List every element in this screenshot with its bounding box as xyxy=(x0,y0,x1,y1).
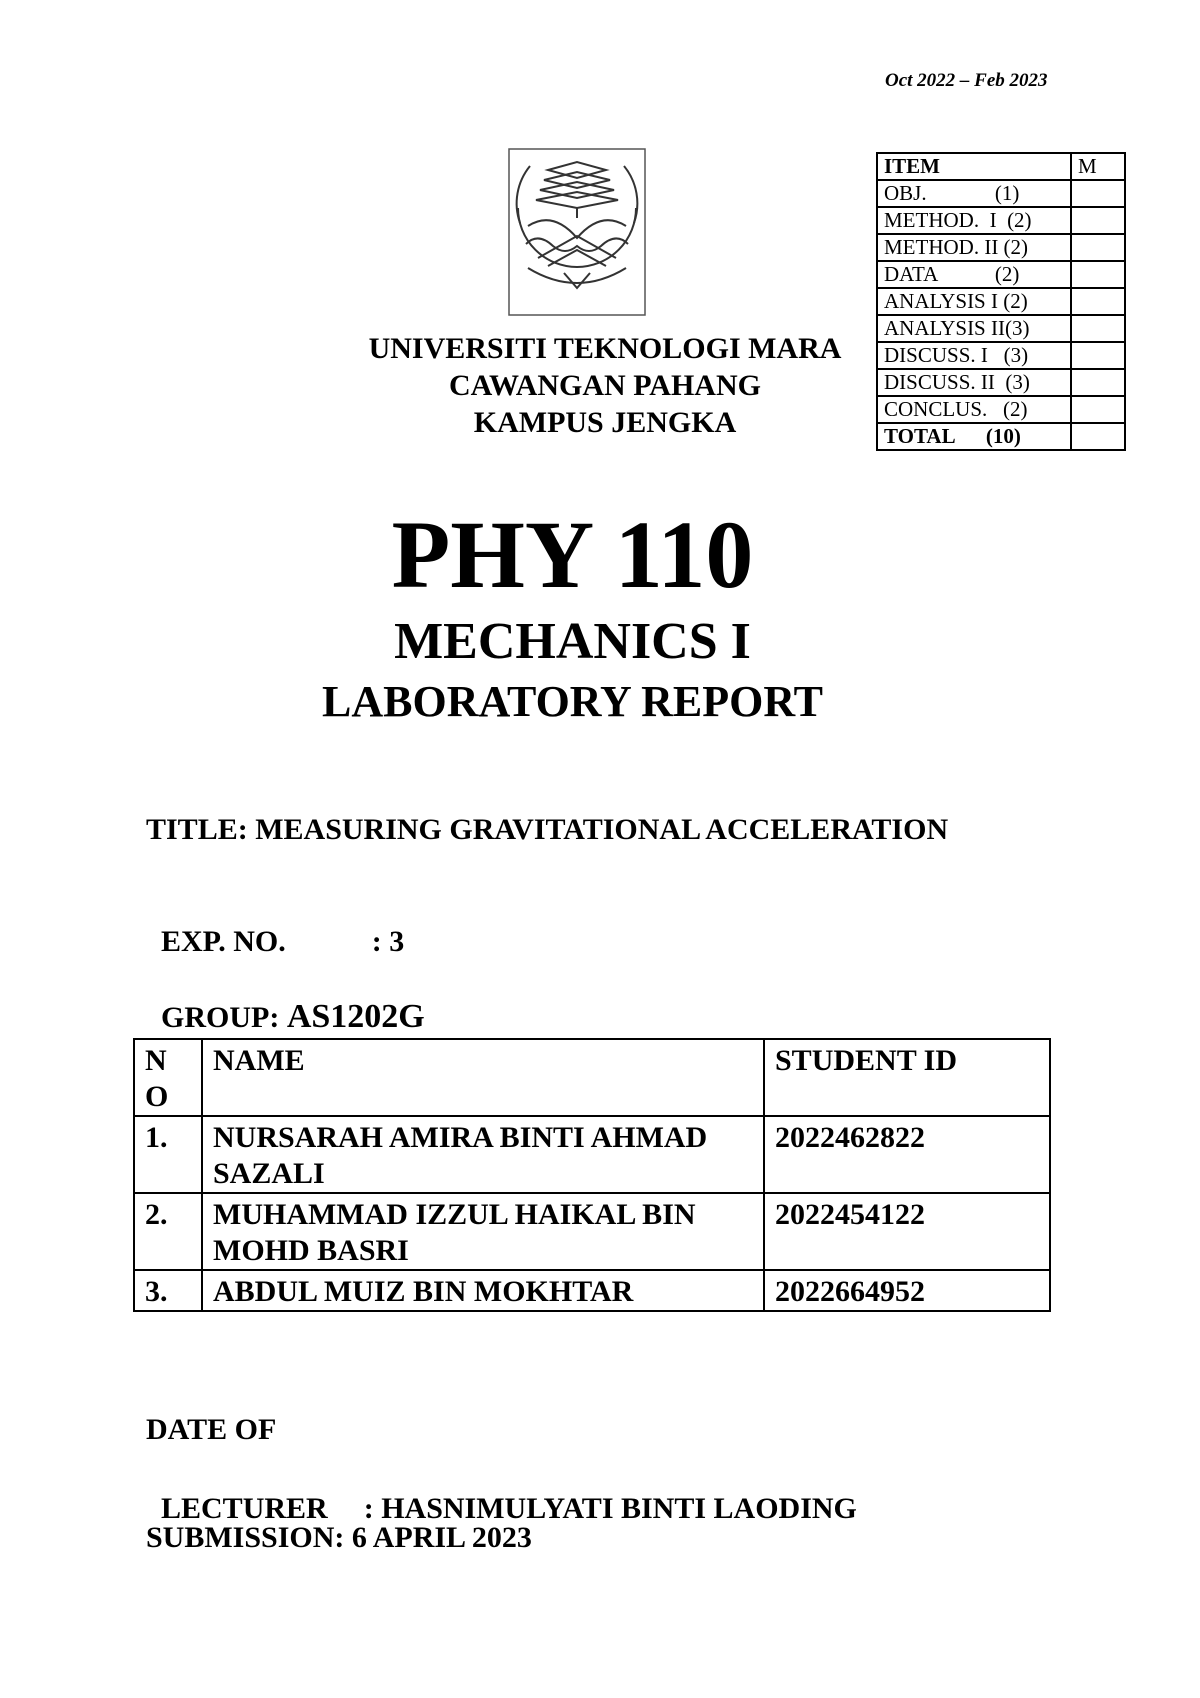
marks-item: METHOD. I (2) xyxy=(877,207,1071,234)
marks-cell xyxy=(1071,234,1125,261)
student-no: 1. xyxy=(134,1116,202,1193)
header-no: N O xyxy=(134,1039,202,1116)
marks-item: DATA (2) xyxy=(877,261,1071,288)
marks-total-row xyxy=(877,423,1125,450)
course-subject: MECHANICS I xyxy=(394,613,751,670)
marks-row xyxy=(877,234,1125,261)
student-name: NURSARAH AMIRA BINTI AHMAD SAZALI xyxy=(202,1116,764,1193)
table-row xyxy=(134,1270,1050,1311)
marks-total-item: TOTAL (10) xyxy=(877,423,1071,450)
marks-header-item: ITEM xyxy=(877,153,1071,180)
students-table-header xyxy=(134,1039,1050,1116)
exp-label: EXP. NO. xyxy=(161,925,286,958)
institution-name xyxy=(340,330,870,441)
marks-row xyxy=(877,180,1125,207)
student-no: 2. xyxy=(134,1193,202,1270)
marks-table xyxy=(876,152,1126,451)
submission-label-2: SUBMISSION: 6 APRIL 2023 xyxy=(146,1521,532,1554)
student-name: MUHAMMAD IZZUL HAIKAL BIN MOHD BASRI xyxy=(202,1193,764,1270)
marks-row xyxy=(877,369,1125,396)
marks-cell xyxy=(1071,315,1125,342)
exp-value: : 3 xyxy=(371,925,405,958)
marks-item: DISCUSS. I (3) xyxy=(877,342,1071,369)
marks-item: DISCUSS. II (3) xyxy=(877,369,1071,396)
marks-item: ANALYSIS I (2) xyxy=(877,288,1071,315)
report-type: LABORATORY REPORT xyxy=(322,677,823,726)
marks-table-header xyxy=(877,153,1125,180)
group-label: GROUP: xyxy=(161,1001,287,1034)
header-student-id: STUDENT ID xyxy=(764,1039,1050,1116)
report-title: TITLE: MEASURING GRAVITATIONAL ACCELERATION xyxy=(146,813,949,846)
experiment-number xyxy=(146,888,404,960)
marks-cell xyxy=(1071,288,1125,315)
lecturer xyxy=(146,1455,857,1527)
institution-line-1: UNIVERSITI TEKNOLOGI MARA xyxy=(368,332,842,365)
header-name: NAME xyxy=(202,1039,764,1116)
student-no: 3. xyxy=(134,1270,202,1311)
marks-cell xyxy=(1071,369,1125,396)
marks-row xyxy=(877,261,1125,288)
student-id: 2022664952 xyxy=(764,1270,1050,1311)
institution-line-2: CAWANGAN PAHANG xyxy=(449,369,761,402)
marks-row xyxy=(877,342,1125,369)
students-table xyxy=(133,1038,1051,1312)
student-id: 2022454122 xyxy=(764,1193,1050,1270)
marks-item: OBJ. (1) xyxy=(877,180,1071,207)
group-value: AS1202G xyxy=(286,998,425,1035)
submission-label-1: DATE OF xyxy=(146,1413,277,1446)
student-id: 2022462822 xyxy=(764,1116,1050,1193)
marks-cell xyxy=(1071,207,1125,234)
marks-cell xyxy=(1071,261,1125,288)
marks-total-cell xyxy=(1071,423,1125,450)
marks-cell xyxy=(1071,180,1125,207)
institution-line-3: KAMPUS JENGKA xyxy=(473,406,737,439)
marks-row xyxy=(877,207,1125,234)
lecturer-label: LECTURER xyxy=(161,1492,328,1525)
table-row xyxy=(134,1116,1050,1193)
semester-label: Oct 2022 – Feb 2023 xyxy=(885,70,1048,91)
group xyxy=(146,963,425,1036)
university-emblem-icon xyxy=(508,148,646,316)
marks-cell xyxy=(1071,342,1125,369)
lecturer-value: : HASNIMULYATI BINTI LAODING xyxy=(363,1492,857,1525)
marks-item: ANALYSIS II(3) xyxy=(877,315,1071,342)
marks-header-mark: M xyxy=(1071,153,1125,180)
table-row xyxy=(134,1193,1050,1270)
marks-row xyxy=(877,288,1125,315)
marks-cell xyxy=(1071,396,1125,423)
course-code: PHY 110 xyxy=(391,501,754,608)
marks-item: CONCLUS. (2) xyxy=(877,396,1071,423)
marks-row xyxy=(877,396,1125,423)
marks-item: METHOD. II (2) xyxy=(877,234,1071,261)
student-name: ABDUL MUIZ BIN MOKHTAR xyxy=(202,1270,764,1311)
marks-row xyxy=(877,315,1125,342)
